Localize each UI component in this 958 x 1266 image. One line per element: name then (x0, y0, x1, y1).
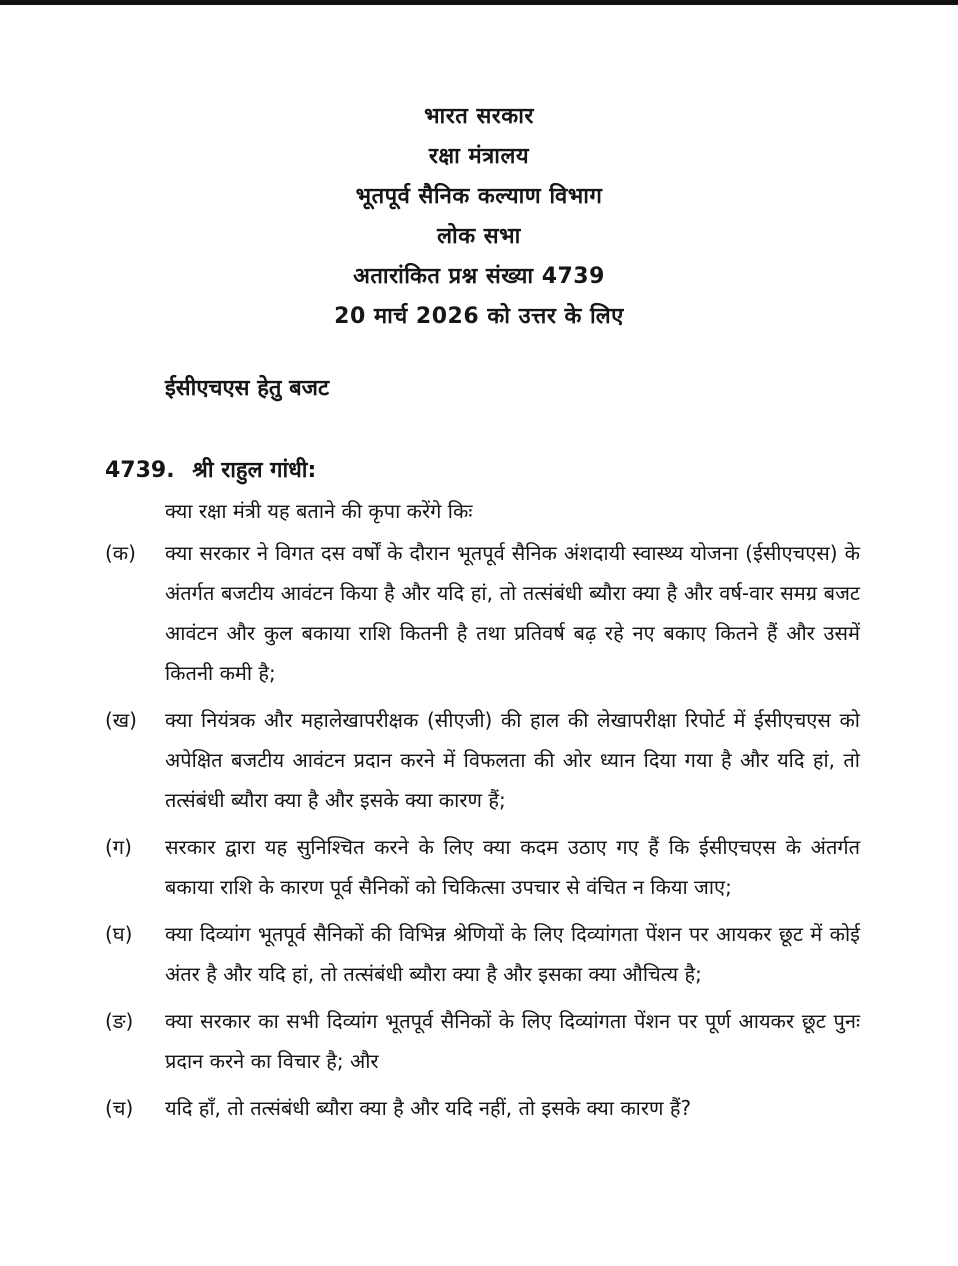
part-label: (ग) (105, 835, 132, 859)
part-label: (ख) (105, 708, 137, 732)
question-number: 4739. (105, 458, 175, 483)
part-text: क्या सरकार का सभी दिव्यांग भूतपूर्व सैनिकों के लिए दिव्यांगता पेंशन पर पूर्ण आयकर छूट पुनः प्रदान करने का विचार है; और (165, 1009, 860, 1073)
question-part-nga (0, 1001, 958, 1081)
header-line-government: भारत सरकार (424, 104, 534, 129)
question-part-ga (0, 827, 958, 907)
member-name: श्री राहुल गांधी: (192, 458, 317, 483)
document-header (0, 97, 958, 337)
header-line-question-number: अतारांकित प्रश्न संख्या 4739 (353, 264, 605, 289)
question-part-cha (0, 1088, 958, 1128)
question-parts-list (0, 533, 958, 1128)
question-intro: क्या रक्षा मंत्री यह बताने की कृपा करेंगे किः (165, 499, 473, 523)
header-line-answer-date: 20 मार्च 2026 को उत्तर के लिए (334, 304, 624, 329)
question-part-kha (0, 700, 958, 820)
question-heading (105, 451, 958, 491)
part-text: क्या सरकार ने विगत दस वर्षों के दौरान भूतपूर्व सैनिक अंशदायी स्वास्थ्य योजना (ईसीएचएस) के अंतर्गत बजटीय आवंटन किया है और यदि हां, तो तत्संबंधी ब्यौरा क्या है और वर्ष-वार समग्र बजट आवंटन और कुल बकाया राशि कितनी है तथा प्रतिवर्ष बढ़ रहे नए बकाए कितने हैं और उसमें कितनी कमी है; (165, 541, 860, 685)
question-part-gha (0, 914, 958, 994)
header-line-house: लोक सभा (437, 224, 521, 249)
header-line-department: भूतपूर्व सैनिक कल्याण विभाग (355, 184, 603, 209)
part-label: (च) (105, 1096, 134, 1120)
subject-title: ईसीएचएस हेतु बजट (165, 376, 330, 401)
part-text: सरकार द्वारा यह सुनिश्चित करने के लिए क्या कदम उठाए गए हैं कि ईसीएचएस के अंतर्गत बकाया राशि के कारण पूर्व सैनिकों को चिकित्सा उपचार से वंचित न किया जाए; (165, 835, 860, 899)
part-label: (क) (105, 541, 136, 565)
part-text: यदि हाँ, तो तत्संबंधी ब्यौरा क्या है और यदि नहीं, तो इसके क्या कारण हैं? (165, 1096, 692, 1120)
document-page (0, 5, 958, 1135)
part-text: क्या दिव्यांग भूतपूर्व सैनिकों की विभिन्न श्रेणियों के लिए दिव्यांगता पेंशन पर आयकर छूट में कोई अंतर है और यदि हां, तो तत्संबंधी ब्यौरा क्या है और इसका क्या औचित्य है; (165, 922, 860, 986)
part-label: (ङ) (105, 1009, 134, 1033)
part-label: (घ) (105, 922, 133, 946)
question-part-ka (0, 533, 958, 693)
part-text: क्या नियंत्रक और महालेखापरीक्षक (सीएजी) की हाल की लेखापरीक्षा रिपोर्ट में ईसीएचएस को अपेक्षित बजटीय आवंटन प्रदान करने में विफलता की ओर ध्यान दिया गया है और यदि हां, तो तत्संबंधी ब्यौरा क्या है और इसके क्या कारण हैं; (165, 708, 860, 812)
header-line-ministry: रक्षा मंत्रालय (428, 144, 530, 169)
